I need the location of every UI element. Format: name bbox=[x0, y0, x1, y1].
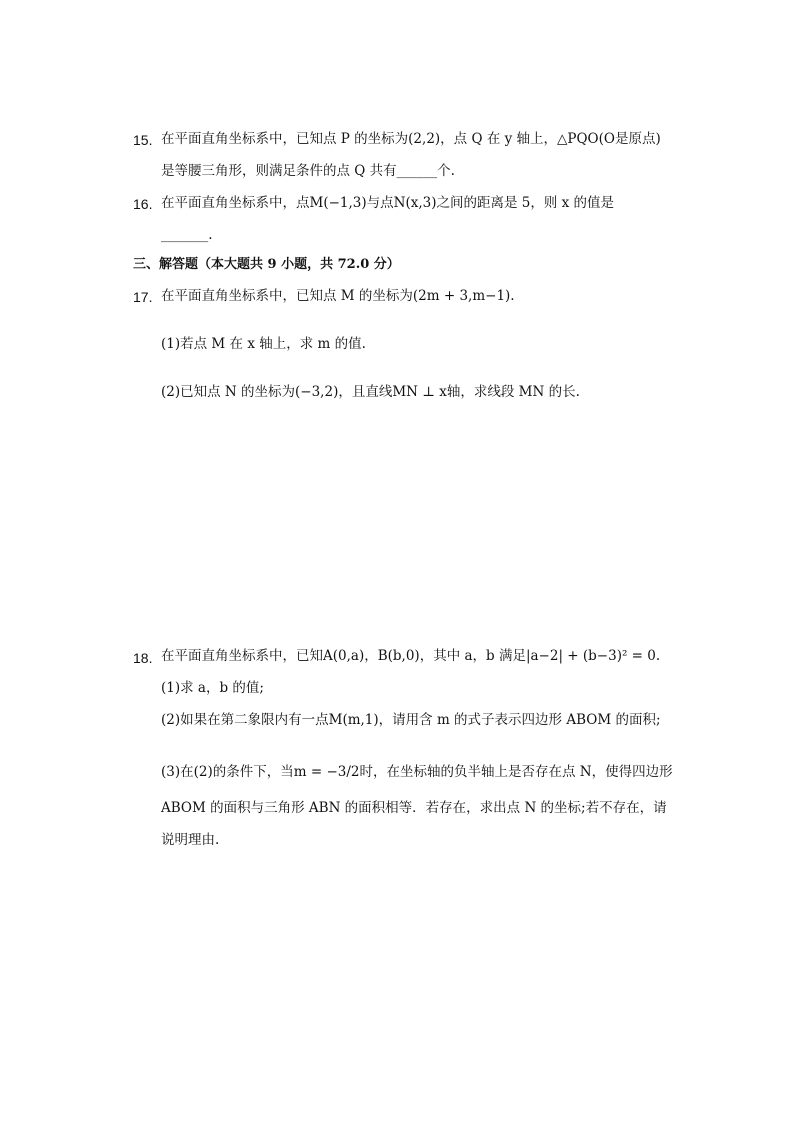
q18-part-1: (1)求 a，b 的值; bbox=[161, 680, 264, 696]
q17-part-2: (2)已知点 N 的坐标为(−3,2)，且直线MN ⊥ x轴，求线段 MN 的长. bbox=[161, 384, 580, 400]
q18-part-3-line-3: 说明理由. bbox=[161, 832, 220, 848]
q15-line-2: 是等腰三角形，则满足条件的点 Q 共有______个. bbox=[161, 163, 455, 179]
q18-line-1: 在平面直角坐标系中，已知A(0,a)，B(b,0)，其中 a，b 满足|a−2| + (b−3)² = 0. bbox=[161, 648, 661, 664]
q17-part-1: (1)若点 M 在 x 轴上，求 m 的值. bbox=[161, 336, 366, 352]
q16-line-1: 在平面直角坐标系中，点M(−1,3)与点N(x,3)之间的距离是 5，则 x 的值是 bbox=[161, 195, 615, 211]
q17-number: 17. bbox=[133, 289, 153, 305]
q16-number: 16. bbox=[133, 196, 153, 212]
q18-part-2: (2)如果在第二象限内有一点M(m,1)，请用含 m 的式子表示四边形 ABOM 的面积; bbox=[161, 712, 661, 728]
q18-part-3-line-1: (3)在(2)的条件下，当m = −3/2时，在坐标轴的负半轴上是否存在点 N，使得四边形 bbox=[161, 764, 673, 780]
q16-line-2: _______. bbox=[161, 227, 213, 243]
q15-number: 15. bbox=[133, 132, 153, 148]
q15-line-1: 在平面直角坐标系中，已知点 P 的坐标为(2,2)，点 Q 在 y 轴上，△PQO(O是原点) bbox=[161, 131, 661, 147]
section-heading: 三、解答题（本大题共 9 小题，共 72.0 分） bbox=[133, 257, 400, 272]
q17-line-1: 在平面直角坐标系中，已知点 M 的坐标为(2m + 3,m−1). bbox=[161, 288, 515, 304]
q18-part-3-line-2: ABOM 的面积与三角形 ABN 的面积相等．若存在，求出点 N 的坐标;若不存在，请 bbox=[161, 800, 667, 816]
q18-number: 18. bbox=[133, 650, 153, 666]
